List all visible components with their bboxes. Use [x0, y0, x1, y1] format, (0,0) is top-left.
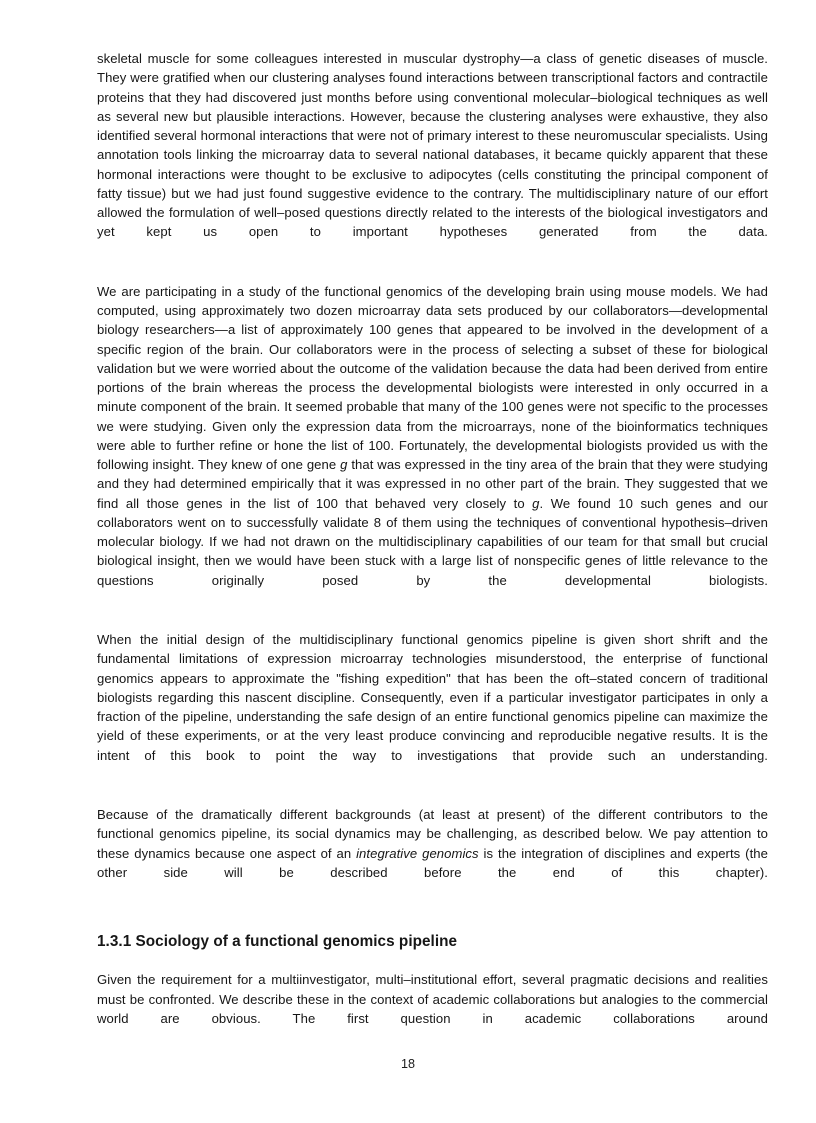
page-content-column [97, 49, 768, 1047]
italic-term: g [340, 457, 348, 472]
section-heading-1-3-1: 1.3.1 Sociology of a functional genomics pipeline [97, 933, 458, 951]
page-number-folio: 18 [400, 1057, 415, 1071]
body-paragraph-5: Given the requirement for a multiinvestigator, multi–institutional effort, several pragmatic decisions and realities must be confronted. We describe these in the context of academic collaborations but analogies to the commercial world are obvious. The first question in academic collaborations around [97, 972, 768, 1026]
body-paragraph-1: skeletal muscle for some colleagues interested in muscular dystrophy—a class of genetic diseases of muscle. They were gratified when our clustering analyses found interactions between transcriptional factors and contractile proteins that they had discovered just months before using conventional molecular–biological techniques as well as several new but plausible interactions. However, because the clustering analyses were exhaustive, they also identified several hormonal interactions that were not of primary interest to these neuromuscular specialists. Using annotation tools linking the microarray data to several national databases, it became quickly apparent that these hormonal interactions were thought to be exclusive to adipocytes (cells constituting the principal component of fatty tissue) but we had just found suggestive evidence to the contrary. The multidisciplinary nature of our effort allowed the formulation of well–posed questions directly related to the interests of the biological investigators and yet kept us open to important hypotheses generated from the data. [97, 51, 768, 240]
italic-term: g [532, 495, 540, 511]
italic-term: integrative genomics [356, 845, 479, 861]
body-paragraph-2: We are participating in a study of the functional genomics of the developing brain using mouse models. We had computed, using approximately two dozen microarray data sets produced by our collaborators—developmental biology researchers—a list of approximately 100 genes that appeared to be involved in the development of a specific region of the brain. Our collaborators were in the process of selecting a subset of these for biological validation but we were worried about the outcome of the validation because the data had been derived from entire portions of the brain whereas the process the developmental biologists were interested in only occurred in a minute component of the brain. It seemed probable that many of the 100 genes were not specific to the processes we were studying. Given only the expression data from the microarrays, none of the bioinformatics techniques were able to further refine or hone the list of 100. Fortunately, the developmental biologists provided us with the following insight. They knew of one gene g that was expressed in the tiny area of the brain that they were studying and they had determined empirically that it was expressed in no other part of the brain. They suggested that we find all those genes in the list of 100 that behaved very closely to g. We found 10 such genes and our collaborators went on to successfully validate 8 of them using the techniques of conventional hypothesis–driven molecular biology. If we had not drawn on the multidisciplinary capabilities of our team for that small but crucial biological insight, then we would have been stuck with a large list of nonspecific genes of little relevance to the questions originally posed by the developmental biologists. [97, 283, 768, 588]
body-paragraph-4: Because of the dramatically different backgrounds (at least at present) of the different contributors to the functional genomics pipeline, its social dynamics may be challenging, as described below. We pay attention to these dynamics because one aspect of an integrative genomics is the integration of disciplines and experts (the other side will be described before the end of this chapter). [97, 807, 768, 880]
body-paragraph-3: When the initial design of the multidisciplinary functional genomics pipeline is given short shrift and the fundamental limitations of expression microarray technologies misunderstood, the enterprise of functional genomics appears to approximate the "fishing expedition" that has been the oft–stated concern of traditional biologists regarding this nascent discipline. Consequently, even if a particular investigator participates in only a fraction of the pipeline, understanding the safe design of an entire functional genomics pipeline can maximize the yield of these experiments, or at the very least produce convincing and reproducible negative results. It is the intent of this book to point the way to investigations that provide such an understanding. [97, 632, 768, 763]
